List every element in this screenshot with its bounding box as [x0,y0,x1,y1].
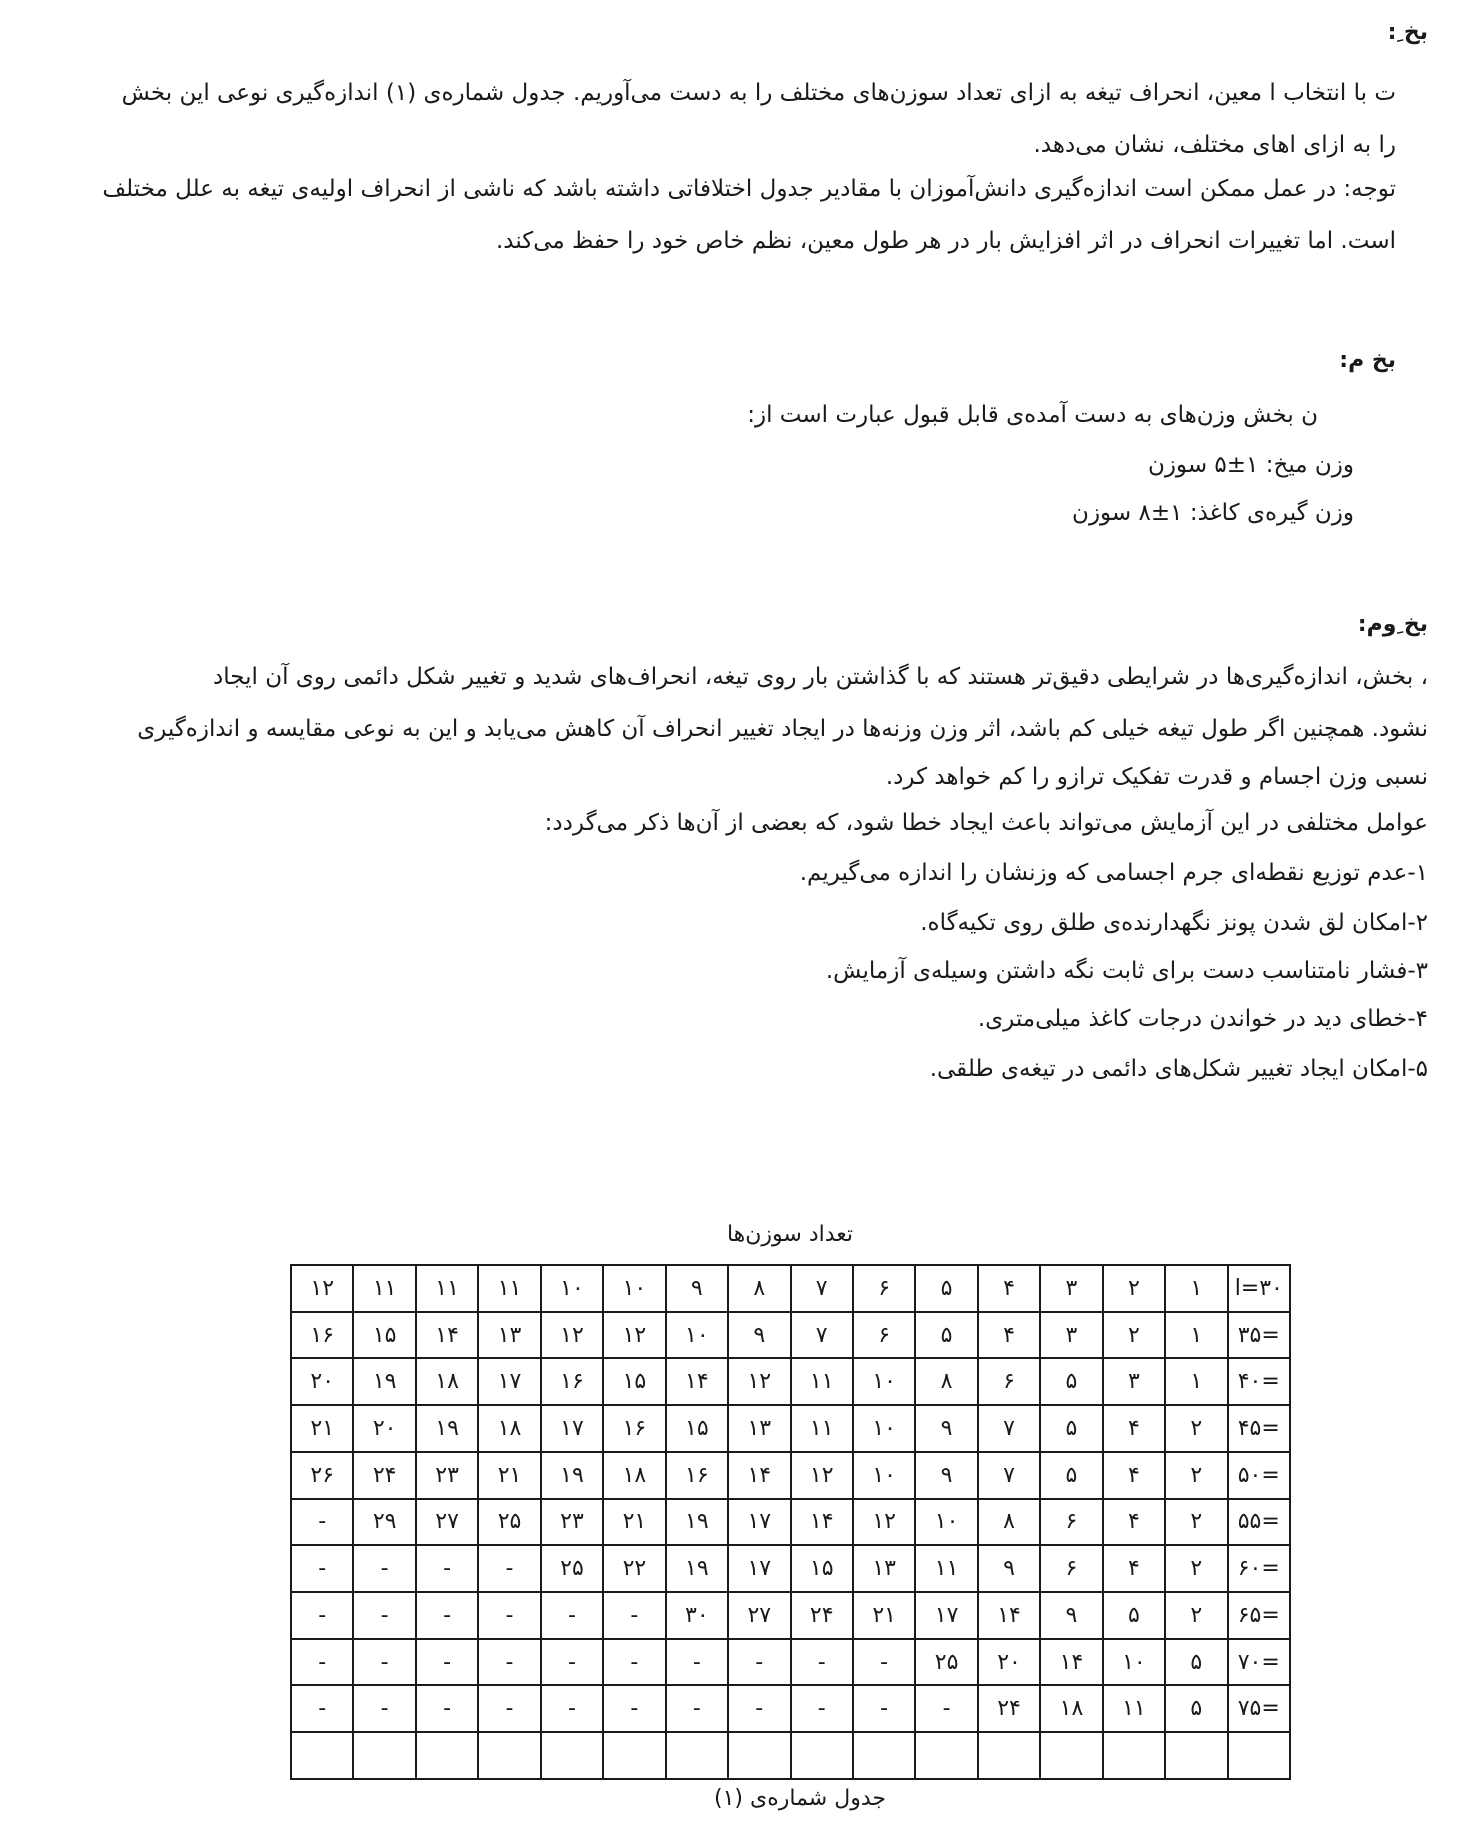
table-caption: جدول شماره‌ی (۱) [714,1786,886,1811]
table-cell: - [291,1545,353,1592]
table-cell: ۱۸ [1040,1685,1102,1732]
section-3-list-item: ۲-امکان لق شدن پونز نگهدارنده‌ی طلق روی تکیه‌گاه. [920,910,1428,936]
table-cell: ۲۳ [416,1452,478,1499]
table-cell: ۱۱ [791,1405,853,1452]
row-label-cell: =۶۰ [1228,1545,1290,1592]
table-cell: ۸ [978,1499,1040,1546]
table-cell: ۲۲ [603,1545,665,1592]
table-cell [353,1732,415,1779]
table-cell: ۶ [853,1312,915,1359]
table-row [291,1452,1290,1499]
table-cell: ۱۹ [416,1405,478,1452]
table-cell: - [353,1592,415,1639]
table-cell: ۱۴ [791,1499,853,1546]
row-label-cell: =۴۵ [1228,1405,1290,1452]
table-cell: ۱۹ [541,1452,603,1499]
table-cell [728,1732,790,1779]
needle-deflection-table [290,1264,1291,1780]
table-cell: ۱۶ [291,1312,353,1359]
table-row [291,1639,1290,1686]
table-cell [416,1732,478,1779]
table-cell: ۱۲ [291,1265,353,1312]
section-2-line: ن بخش وزن‌های به دست آمده‌ی قابل قبول عبارت است از: [747,402,1318,428]
table-cell: ۹ [666,1265,728,1312]
section-2-heading: بخ م: [1339,348,1396,373]
table-cell: - [291,1499,353,1546]
table-cell: ۱۸ [416,1358,478,1405]
table-row [291,1685,1290,1732]
section-3-list-item: ۵-امکان ایجاد تغییر شکل‌های دائمی در تیغه‌ی طلقی. [929,1056,1428,1082]
table-cell: ۲ [1165,1452,1227,1499]
table-cell: - [791,1639,853,1686]
row-label-cell: =۳۵ [1228,1312,1290,1359]
table-row [291,1358,1290,1405]
table-cell: ۴ [1103,1545,1165,1592]
table-row [291,1732,1290,1779]
table-cell: ۱۰ [541,1265,603,1312]
table-cell: ۱۱ [478,1265,540,1312]
section-3-list-item: ۳-فشار نامتناسب دست برای ثابت نگه داشتن وسیله‌ی آزمایش. [825,958,1428,984]
table-cell: - [291,1685,353,1732]
table-cell: ۵ [1165,1639,1227,1686]
table-cell: ۶ [1040,1545,1102,1592]
table-cell: ۱۳ [853,1545,915,1592]
table-cell [291,1732,353,1779]
table-cell: ۲۵ [541,1545,603,1592]
row-label-cell: =۵۵ [1228,1499,1290,1546]
section-2-line: وزن گیره‌ی کاغذ: ۱±۸ سوزن [1072,500,1354,526]
table-cell: ۱ [1165,1358,1227,1405]
table-cell: - [353,1685,415,1732]
table-cell: ۱۲ [728,1358,790,1405]
table-cell: ۱۱ [353,1265,415,1312]
section-3-heading: بخ ِوم: [1357,612,1428,637]
table-cell [1165,1732,1227,1779]
table-cell: ۵ [915,1265,977,1312]
table-cell: ۱۵ [791,1545,853,1592]
table-cell: ۴ [978,1265,1040,1312]
table-cell: - [915,1685,977,1732]
table-cell: ۳ [1103,1358,1165,1405]
table-cell: ۲۴ [978,1685,1040,1732]
table-cell: - [541,1592,603,1639]
table-cell [915,1732,977,1779]
section-3-line: نسبی وزن اجسام و قدرت تفکیک ترازو را کم خواهد کرد. [885,764,1428,790]
table-cell: ۲۰ [291,1358,353,1405]
table-cell: ۱۵ [666,1405,728,1452]
table-cell: - [541,1639,603,1686]
table-row [291,1405,1290,1452]
table-cell: ۲۵ [478,1499,540,1546]
table-cell: ۱۱ [791,1358,853,1405]
table-cell: - [478,1639,540,1686]
table-cell: - [541,1685,603,1732]
table-cell: ۱۲ [541,1312,603,1359]
table-cell: ۱۶ [541,1358,603,1405]
row-label-cell: =۷۰ [1228,1639,1290,1686]
row-label-cell: =۶۵ [1228,1592,1290,1639]
table-cell: ۷ [978,1452,1040,1499]
table-cell [478,1732,540,1779]
table-cell: ۱۱ [915,1545,977,1592]
section-3-list-item: ۱-عدم توزیع نقطه‌ای جرم اجسامی که وزنشان را اندازه می‌گیریم. [799,860,1428,886]
table-cell: ۴ [1103,1405,1165,1452]
table-cell: ۱۰ [1103,1639,1165,1686]
table-cell: - [603,1685,665,1732]
section-3-line: عوامل مختلفی در این آزمایش می‌تواند باعث ایجاد خطا شود، که بعضی از آن‌ها ذکر می‌گردد: [544,810,1428,836]
table-cell: ۲۱ [853,1592,915,1639]
table-cell: - [603,1639,665,1686]
table-cell: - [291,1639,353,1686]
table-cell: ۱۴ [416,1312,478,1359]
table-cell: - [666,1639,728,1686]
table-cell: ۱ [1165,1265,1227,1312]
table-cell: ۱۵ [603,1358,665,1405]
table-cell: ۵ [1103,1592,1165,1639]
row-label-cell: =۵۰ [1228,1452,1290,1499]
table-cell: ۱۳ [478,1312,540,1359]
table-cell: ۱۸ [603,1452,665,1499]
table-cell: ۱۵ [353,1312,415,1359]
table-cell: ۹ [728,1312,790,1359]
table-cell: ۱۴ [728,1452,790,1499]
table-cell: ۱۷ [915,1592,977,1639]
table-cell: ۲۷ [416,1499,478,1546]
table-cell: ۲ [1165,1592,1227,1639]
table-cell: ۱۱ [416,1265,478,1312]
table-cell: ۱۳ [728,1405,790,1452]
table-cell: ۴ [978,1312,1040,1359]
table-cell: ۵ [1040,1358,1102,1405]
table-cell: ۱۰ [853,1405,915,1452]
table-cell: ۸ [728,1265,790,1312]
table-row [291,1545,1290,1592]
table-row [291,1312,1290,1359]
table-cell: - [416,1639,478,1686]
table-cell: ۱۰ [853,1358,915,1405]
table-cell: - [291,1592,353,1639]
table-cell: ۱۰ [603,1265,665,1312]
table-cell: ۵ [1165,1685,1227,1732]
table-row [291,1499,1290,1546]
table-cell: ۲ [1165,1545,1227,1592]
table-cell: ۶ [1040,1499,1102,1546]
table-cell: ۹ [915,1405,977,1452]
row-label-cell: =۴۰ [1228,1358,1290,1405]
table-cell: ۲۱ [603,1499,665,1546]
table-cell: ۲۴ [791,1592,853,1639]
table-cell: - [478,1545,540,1592]
table-cell: ۲ [1103,1265,1165,1312]
table-cell: ۵ [1040,1452,1102,1499]
section-3-line: ، بخش، اندازه‌گیری‌ها در شرایطی دقیق‌تر هستند که با گذاشتن بار روی تیغه، انحراف‌های شدید و تغییر شکل دائمی روی آن ایجاد [213,664,1428,690]
table-cell: - [728,1685,790,1732]
table-cell [1040,1732,1102,1779]
table-cell: ۳ [1040,1265,1102,1312]
table-cell: ۹ [978,1545,1040,1592]
table-cell [541,1732,603,1779]
table-cell: ۱۴ [978,1592,1040,1639]
table-cell: ۲ [1103,1312,1165,1359]
table-cell: - [353,1639,415,1686]
table-cell: ۱۲ [791,1452,853,1499]
row-label-cell [1228,1732,1290,1779]
section-1-line: توجه: در عمل ممکن است اندازه‌گیری دانش‌آموزان با مقادیر جدول اختلافاتی داشته باشد که ناشی از انحراف اولیه‌ی تیغه به علل مختلف [102,176,1396,202]
table-cell: ۱۸ [478,1405,540,1452]
table-cell: ۵ [915,1312,977,1359]
table-cell: ۲۴ [353,1452,415,1499]
table-cell: ۲۰ [978,1639,1040,1686]
table-cell: ۱۷ [728,1499,790,1546]
table-cell: ۱۶ [603,1405,665,1452]
section-2-line: وزن میخ: ۱±۵ سوزن [1147,452,1354,478]
table-cell: ۳ [1040,1312,1102,1359]
table-cell: - [666,1685,728,1732]
table-cell: ۱۲ [603,1312,665,1359]
table-cell: ۲ [1165,1405,1227,1452]
section-3-line: نشود. همچنین اگر طول تیغه خیلی کم باشد، اثر وزن وزنه‌ها در ایجاد تغییر انحراف آن کاهش می‌یابد و این به نوعی مقایسه و اندازه‌گیری [137,716,1428,742]
table-cell: - [728,1639,790,1686]
table-cell: ۶ [853,1265,915,1312]
table-cell: ۷ [791,1265,853,1312]
section-1-heading: بخ ِ: [1387,20,1428,45]
table-cell: ۲۱ [291,1405,353,1452]
table-cell: ۲۳ [541,1499,603,1546]
table-cell: ۲۶ [291,1452,353,1499]
table-cell: ۱۷ [541,1405,603,1452]
table-cell: - [416,1592,478,1639]
table-cell: ۱۷ [478,1358,540,1405]
row-label-cell: =۷۵ [1228,1685,1290,1732]
table-cell: ۱۹ [666,1545,728,1592]
table-cell: ۲۱ [478,1452,540,1499]
table-cell [791,1732,853,1779]
table-cell [1103,1732,1165,1779]
section-1-line: را به ازای lهای مختلف، نشان می‌دهد. [1033,132,1396,158]
table-cell: ۵ [1040,1405,1102,1452]
table-cell: ۱۱ [1103,1685,1165,1732]
section-3-list-item: ۴-خطای دید در خواندن درجات کاغذ میلی‌متری. [977,1006,1428,1032]
table-cell: ۱۹ [666,1499,728,1546]
table-cell: ۲۷ [728,1592,790,1639]
section-1-line: است. اما تغییرات انحراف در اثر افزایش بار در هر طول معین، نظم خاص خود را حفظ می‌کند. [495,228,1396,254]
table-cell [853,1732,915,1779]
table-cell: - [416,1685,478,1732]
table-cell: ۲۹ [353,1499,415,1546]
table-cell: - [791,1685,853,1732]
table-cell [666,1732,728,1779]
table-cell: ۱۴ [666,1358,728,1405]
row-label-cell: l=۳۰ [1228,1265,1290,1312]
table-cell: - [416,1545,478,1592]
table-cell: ۷ [791,1312,853,1359]
table-cell: ۱۰ [853,1452,915,1499]
table-cell [978,1732,1040,1779]
table-cell: ۱۹ [353,1358,415,1405]
table-cell: ۴ [1103,1499,1165,1546]
table-cell: ۱۴ [1040,1639,1102,1686]
table-cell: - [478,1592,540,1639]
table-cell: ۱۶ [666,1452,728,1499]
table-cell: ۱۷ [728,1545,790,1592]
table-row [291,1592,1290,1639]
table-cell: - [603,1592,665,1639]
table-cell: ۸ [915,1358,977,1405]
table-cell: ۲۰ [353,1405,415,1452]
table-cell: - [478,1685,540,1732]
table-cell: ۹ [915,1452,977,1499]
table-cell: ۱۰ [666,1312,728,1359]
table-cell: ۱۲ [853,1499,915,1546]
table-row [291,1265,1290,1312]
table-cell: ۴ [1103,1452,1165,1499]
table-cell: ۱۰ [915,1499,977,1546]
table-cell: ۳۰ [666,1592,728,1639]
table-top-caption: تعداد سوزن‌ها [726,1222,854,1247]
table-cell: ۱ [1165,1312,1227,1359]
section-1-line: ت با انتخاب l معین، انحراف تیغه به ازای تعداد سوزن‌های مختلف را به دست می‌آوریم. جدول شماره‌ی (۱) اندازه‌گیری نوعی این بخش [121,80,1396,106]
table-cell: ۷ [978,1405,1040,1452]
table-cell: - [353,1545,415,1592]
table-cell [603,1732,665,1779]
table-cell: - [853,1639,915,1686]
table-cell: ۶ [978,1358,1040,1405]
table-cell: ۲ [1165,1499,1227,1546]
table-cell: ۲۵ [915,1639,977,1686]
table-cell: ۹ [1040,1592,1102,1639]
table-cell: - [853,1685,915,1732]
